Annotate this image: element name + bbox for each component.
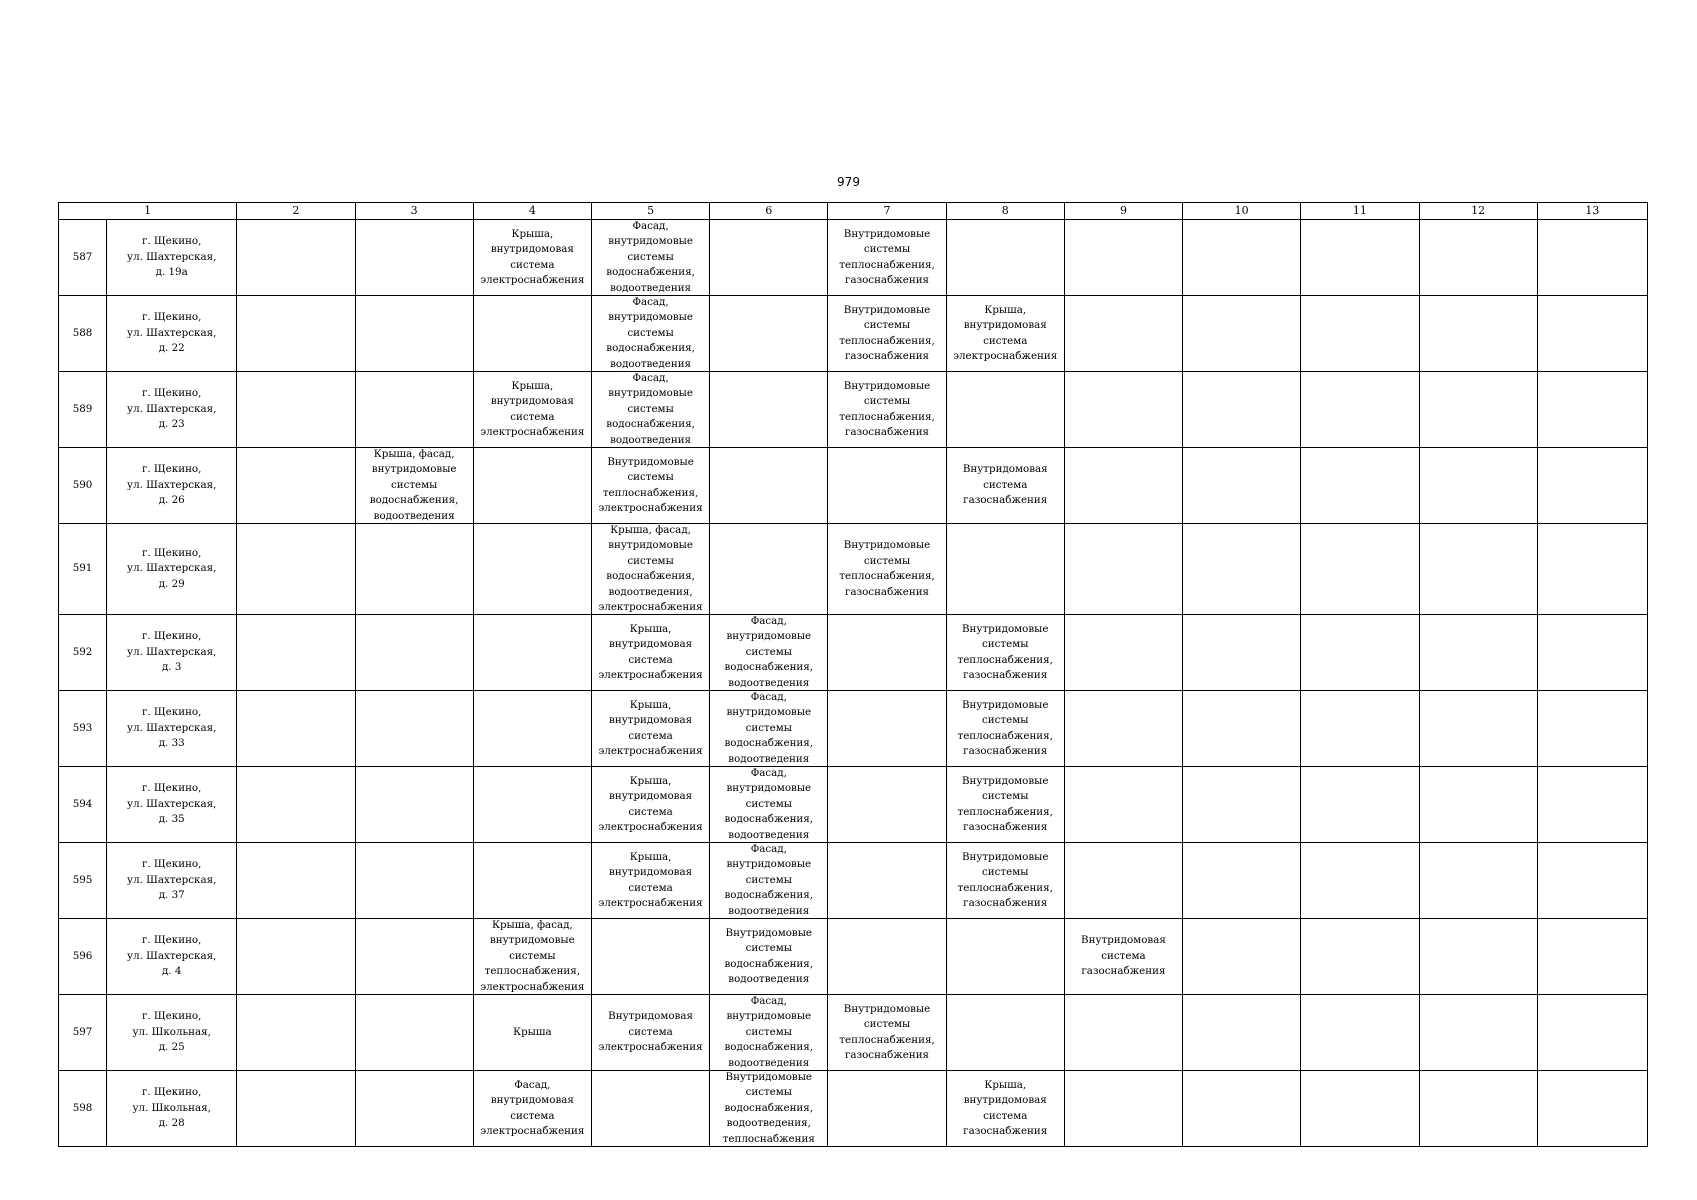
cell-col-4 <box>473 372 591 448</box>
cell-col-13 <box>1537 524 1647 615</box>
cell-col-3 <box>355 448 473 524</box>
cell-col-12 <box>1419 1071 1537 1147</box>
cell-col-3 <box>355 995 473 1071</box>
cell-col-11 <box>1301 691 1419 767</box>
row-number-cell <box>59 220 107 296</box>
cell-col-8 <box>946 372 1064 448</box>
cell-text: Внутридомовая система газоснабжения <box>962 463 1048 507</box>
cell-text: Внутридомовые системы теплоснабжения, газоснабжения <box>839 227 935 286</box>
cell-col-11 <box>1301 524 1419 615</box>
cell-text: 589 <box>72 402 93 415</box>
cell-col-12 <box>1419 296 1537 372</box>
column-header: 3 <box>355 203 473 220</box>
column-header: 9 <box>1064 203 1182 220</box>
cell-col-10 <box>1183 767 1301 843</box>
cell-col-11 <box>1301 372 1419 448</box>
cell-text: г. Щекино, ул. Шахтерская, д. 33 <box>127 706 217 750</box>
cell-col-12 <box>1419 995 1537 1071</box>
cell-text: Внутридомовые системы теплоснабжения, электроснабжения <box>598 455 703 514</box>
cell-text: Крыша, внутридомовая система электроснабжения <box>598 850 703 909</box>
cell-text: 594 <box>72 797 93 810</box>
address-cell <box>107 767 237 843</box>
cell-col-11 <box>1301 220 1419 296</box>
cell-text: Фасад, внутридомовые системы водоснабжения, водоотведения <box>724 615 814 689</box>
row-number-cell <box>59 919 107 995</box>
cell-text: Внутридомовые системы теплоснабжения, газоснабжения <box>957 698 1053 757</box>
cell-col-9 <box>1064 220 1182 296</box>
cell-col-4 <box>473 448 591 524</box>
cell-col-7 <box>828 995 946 1071</box>
cell-text: Крыша, внутридомовая система газоснабжения <box>963 1078 1048 1137</box>
cell-text: Крыша, внутридомовая система электроснабжения <box>480 379 585 438</box>
cell-col-7 <box>828 448 946 524</box>
column-header: 5 <box>591 203 709 220</box>
row-number-cell <box>59 843 107 919</box>
cell-col-7 <box>828 691 946 767</box>
cell-col-2 <box>237 995 355 1071</box>
table-body <box>59 220 1648 1147</box>
table-row <box>59 995 1648 1071</box>
cell-col-7 <box>828 843 946 919</box>
cell-text: Крыша, фасад, внутридомовые системы теплоснабжения, электроснабжения <box>480 919 585 993</box>
cell-text: г. Щекино, ул. Шахтерская, д. 3 <box>127 630 217 674</box>
table-row <box>59 843 1648 919</box>
cell-col-3 <box>355 372 473 448</box>
cell-col-12 <box>1419 524 1537 615</box>
cell-text: Крыша, внутридомовая система электроснабжения <box>598 698 703 757</box>
cell-col-9 <box>1064 615 1182 691</box>
cell-col-9 <box>1064 995 1182 1071</box>
cell-col-12 <box>1419 448 1537 524</box>
cell-text: Внутридомовые системы теплоснабжения, газоснабжения <box>957 774 1053 833</box>
table-row <box>59 1071 1648 1147</box>
address-cell <box>107 843 237 919</box>
cell-col-4 <box>473 919 591 995</box>
cell-col-2 <box>237 767 355 843</box>
cell-col-6 <box>710 691 828 767</box>
row-number-cell <box>59 691 107 767</box>
cell-col-10 <box>1183 524 1301 615</box>
cell-col-4 <box>473 296 591 372</box>
cell-col-9 <box>1064 767 1182 843</box>
cell-col-7 <box>828 615 946 691</box>
cell-text: Крыша, фасад, внутридомовые системы водоснабжения, водоотведения, электроснабжения <box>598 524 703 613</box>
cell-col-13 <box>1537 372 1647 448</box>
cell-col-13 <box>1537 296 1647 372</box>
column-header: 11 <box>1301 203 1419 220</box>
cell-col-3 <box>355 843 473 919</box>
cell-text: г. Щекино, ул. Шахтерская, д. 26 <box>127 463 217 507</box>
cell-text: Крыша, внутридомовая система электроснабжения <box>598 774 703 833</box>
cell-text: 587 <box>72 250 93 263</box>
cell-col-8 <box>946 220 1064 296</box>
cell-col-8 <box>946 1071 1064 1147</box>
cell-col-7 <box>828 919 946 995</box>
cell-col-5 <box>591 767 709 843</box>
cell-col-3 <box>355 220 473 296</box>
address-cell <box>107 1071 237 1147</box>
cell-text: Фасад, внутридомовая система электроснабжения <box>480 1078 585 1137</box>
table-row <box>59 919 1648 995</box>
cell-col-13 <box>1537 995 1647 1071</box>
cell-col-5 <box>591 919 709 995</box>
cell-col-2 <box>237 524 355 615</box>
row-number-cell <box>59 995 107 1071</box>
cell-col-6 <box>710 448 828 524</box>
cell-col-10 <box>1183 448 1301 524</box>
cell-col-3 <box>355 1071 473 1147</box>
column-header: 12 <box>1419 203 1537 220</box>
cell-col-12 <box>1419 919 1537 995</box>
cell-col-11 <box>1301 919 1419 995</box>
cell-col-12 <box>1419 843 1537 919</box>
column-header: 10 <box>1183 203 1301 220</box>
cell-col-8 <box>946 995 1064 1071</box>
cell-text: 598 <box>72 1101 93 1114</box>
cell-col-2 <box>237 615 355 691</box>
cell-col-12 <box>1419 372 1537 448</box>
cell-text: Внутридомовые системы теплоснабжения, газоснабжения <box>957 850 1053 909</box>
cell-col-2 <box>237 1071 355 1147</box>
cell-col-11 <box>1301 296 1419 372</box>
cell-col-2 <box>237 220 355 296</box>
cell-text: г. Щекино, ул. Шахтерская, д. 22 <box>127 311 217 355</box>
cell-col-13 <box>1537 220 1647 296</box>
cell-text: Фасад, внутридомовые системы водоснабжения, водоотведения <box>606 296 695 370</box>
cell-col-9 <box>1064 448 1182 524</box>
cell-text: Внутридомовые системы теплоснабжения, газоснабжения <box>839 303 935 362</box>
cell-text: Крыша, фасад, внутридомовые системы водоснабжения, водоотведения <box>369 448 459 522</box>
address-cell <box>107 524 237 615</box>
row-number-cell <box>59 372 107 448</box>
cell-col-3 <box>355 919 473 995</box>
address-cell <box>107 448 237 524</box>
cell-text: Крыша, внутридомовая система электроснабжения <box>953 303 1058 362</box>
cell-col-8 <box>946 767 1064 843</box>
cell-col-9 <box>1064 296 1182 372</box>
cell-col-5 <box>591 220 709 296</box>
cell-col-3 <box>355 691 473 767</box>
cell-text: г. Щекино, ул. Шахтерская, д. 29 <box>127 546 217 590</box>
cell-col-10 <box>1183 843 1301 919</box>
cell-col-2 <box>237 843 355 919</box>
cell-col-4 <box>473 767 591 843</box>
row-number-cell <box>59 1071 107 1147</box>
cell-col-6 <box>710 767 828 843</box>
cell-col-10 <box>1183 296 1301 372</box>
cell-text: Внутридомовые системы водоснабжения, водоотведения, теплоснабжения <box>722 1071 815 1145</box>
cell-text: Внутридомовая система газоснабжения <box>1081 934 1166 978</box>
cell-col-6 <box>710 919 828 995</box>
cell-text: 593 <box>72 721 93 734</box>
column-header: 1 <box>59 203 237 220</box>
cell-text: г. Щекино, ул. Школьная, д. 25 <box>132 1010 211 1054</box>
address-cell <box>107 691 237 767</box>
column-header: 2 <box>237 203 355 220</box>
cell-col-4 <box>473 524 591 615</box>
cell-col-5 <box>591 615 709 691</box>
cell-text: Фасад, внутридомовые системы водоснабжения, водоотведения <box>606 372 695 446</box>
cell-text: Фасад, внутридомовые системы водоснабжения, водоотведения <box>724 767 814 841</box>
cell-col-7 <box>828 372 946 448</box>
cell-col-5 <box>591 691 709 767</box>
cell-col-5 <box>591 296 709 372</box>
cell-text: Крыша, внутридомовая система электроснабжения <box>480 227 585 286</box>
cell-text: г. Щекино, ул. Шахтерская, д. 35 <box>127 782 217 826</box>
address-cell <box>107 615 237 691</box>
cell-col-7 <box>828 220 946 296</box>
cell-col-2 <box>237 448 355 524</box>
cell-col-13 <box>1537 919 1647 995</box>
cell-col-6 <box>710 995 828 1071</box>
cell-text: Внутридомовые системы теплоснабжения, газоснабжения <box>839 379 935 438</box>
cell-text: Внутридомовые системы теплоснабжения, газоснабжения <box>957 622 1053 681</box>
row-number-cell <box>59 448 107 524</box>
table-row <box>59 615 1648 691</box>
cell-text: г. Щекино, ул. Шахтерская, д. 4 <box>127 934 217 978</box>
cell-text: 592 <box>72 645 93 658</box>
cell-col-10 <box>1183 995 1301 1071</box>
table-row <box>59 524 1648 615</box>
cell-col-6 <box>710 220 828 296</box>
page-number: 979 <box>837 175 860 189</box>
cell-col-4 <box>473 1071 591 1147</box>
cell-col-10 <box>1183 1071 1301 1147</box>
cell-col-9 <box>1064 524 1182 615</box>
column-header: 7 <box>828 203 946 220</box>
cell-col-11 <box>1301 448 1419 524</box>
address-cell <box>107 220 237 296</box>
cell-col-5 <box>591 995 709 1071</box>
cell-col-11 <box>1301 1071 1419 1147</box>
row-number-cell <box>59 296 107 372</box>
table-row <box>59 691 1648 767</box>
cell-col-11 <box>1301 615 1419 691</box>
cell-col-6 <box>710 372 828 448</box>
cell-col-11 <box>1301 767 1419 843</box>
cell-col-5 <box>591 843 709 919</box>
cell-col-10 <box>1183 919 1301 995</box>
cell-text: г. Щекино, ул. Шахтерская, д. 37 <box>127 858 217 902</box>
cell-col-10 <box>1183 615 1301 691</box>
table-row <box>59 296 1648 372</box>
row-number-cell <box>59 524 107 615</box>
cell-text: 596 <box>72 949 93 962</box>
repair-schedule-table <box>58 202 1648 1147</box>
cell-col-4 <box>473 843 591 919</box>
address-cell <box>107 995 237 1071</box>
cell-text: г. Щекино, ул. Шахтерская, д. 19а <box>127 235 217 279</box>
cell-col-7 <box>828 767 946 843</box>
cell-col-9 <box>1064 372 1182 448</box>
cell-text: 591 <box>72 562 93 575</box>
cell-col-2 <box>237 296 355 372</box>
cell-col-4 <box>473 220 591 296</box>
cell-col-5 <box>591 448 709 524</box>
cell-col-13 <box>1537 1071 1647 1147</box>
cell-col-5 <box>591 524 709 615</box>
cell-text: г. Щекино, ул. Шахтерская, д. 23 <box>127 387 217 431</box>
header-row <box>59 203 1648 220</box>
cell-col-2 <box>237 691 355 767</box>
cell-col-7 <box>828 524 946 615</box>
cell-col-6 <box>710 615 828 691</box>
cell-col-8 <box>946 524 1064 615</box>
cell-col-9 <box>1064 1071 1182 1147</box>
cell-text: Крыша <box>513 1025 552 1038</box>
cell-col-4 <box>473 691 591 767</box>
cell-col-8 <box>946 843 1064 919</box>
cell-col-12 <box>1419 691 1537 767</box>
cell-col-6 <box>710 843 828 919</box>
cell-col-8 <box>946 615 1064 691</box>
cell-text: 588 <box>72 326 93 339</box>
table-row <box>59 372 1648 448</box>
cell-col-8 <box>946 296 1064 372</box>
address-cell <box>107 296 237 372</box>
cell-col-9 <box>1064 691 1182 767</box>
table-row <box>59 767 1648 843</box>
cell-col-10 <box>1183 691 1301 767</box>
column-header: 4 <box>473 203 591 220</box>
cell-text: Внутридомовые системы теплоснабжения, газоснабжения <box>839 539 935 598</box>
row-number-cell <box>59 767 107 843</box>
cell-col-3 <box>355 615 473 691</box>
column-header: 13 <box>1537 203 1647 220</box>
cell-col-13 <box>1537 448 1647 524</box>
cell-text: Внутридомовые системы водоснабжения, водоотведения <box>724 926 814 985</box>
cell-col-6 <box>710 524 828 615</box>
cell-col-10 <box>1183 220 1301 296</box>
cell-col-13 <box>1537 615 1647 691</box>
cell-col-7 <box>828 1071 946 1147</box>
column-header: 6 <box>710 203 828 220</box>
cell-text: 595 <box>72 873 93 886</box>
cell-col-9 <box>1064 919 1182 995</box>
cell-col-11 <box>1301 843 1419 919</box>
table-header <box>59 203 1648 220</box>
cell-col-5 <box>591 372 709 448</box>
cell-col-7 <box>828 296 946 372</box>
cell-col-13 <box>1537 691 1647 767</box>
cell-col-3 <box>355 524 473 615</box>
cell-text: г. Щекино, ул. Школьная, д. 28 <box>132 1086 211 1130</box>
cell-col-3 <box>355 296 473 372</box>
cell-col-11 <box>1301 995 1419 1071</box>
cell-text: Крыша, внутридомовая система электроснабжения <box>598 622 703 681</box>
cell-col-9 <box>1064 843 1182 919</box>
cell-text: 597 <box>72 1025 93 1038</box>
address-cell <box>107 919 237 995</box>
cell-col-12 <box>1419 767 1537 843</box>
cell-col-12 <box>1419 220 1537 296</box>
address-cell <box>107 372 237 448</box>
column-header: 8 <box>946 203 1064 220</box>
cell-col-12 <box>1419 615 1537 691</box>
cell-col-6 <box>710 296 828 372</box>
cell-col-2 <box>237 919 355 995</box>
table-row <box>59 448 1648 524</box>
table-row <box>59 220 1648 296</box>
cell-col-6 <box>710 1071 828 1147</box>
cell-col-13 <box>1537 843 1647 919</box>
cell-text: Фасад, внутридомовые системы водоснабжения, водоотведения <box>724 995 814 1069</box>
cell-col-3 <box>355 767 473 843</box>
cell-text: 590 <box>72 478 93 491</box>
cell-col-10 <box>1183 372 1301 448</box>
cell-text: Внутридомовая система электроснабжения <box>598 1010 703 1054</box>
row-number-cell <box>59 615 107 691</box>
cell-col-8 <box>946 691 1064 767</box>
cell-col-5 <box>591 1071 709 1147</box>
cell-col-8 <box>946 448 1064 524</box>
cell-col-8 <box>946 919 1064 995</box>
cell-text: Фасад, внутридомовые системы водоснабжения, водоотведения <box>724 843 814 917</box>
cell-text: Фасад, внутридомовые системы водоснабжения, водоотведения <box>606 220 695 294</box>
cell-text: Фасад, внутридомовые системы водоснабжения, водоотведения <box>724 691 814 765</box>
cell-text: Внутридомовые системы теплоснабжения, газоснабжения <box>839 1002 935 1061</box>
cell-col-13 <box>1537 767 1647 843</box>
cell-col-2 <box>237 372 355 448</box>
cell-col-4 <box>473 615 591 691</box>
cell-col-4 <box>473 995 591 1071</box>
